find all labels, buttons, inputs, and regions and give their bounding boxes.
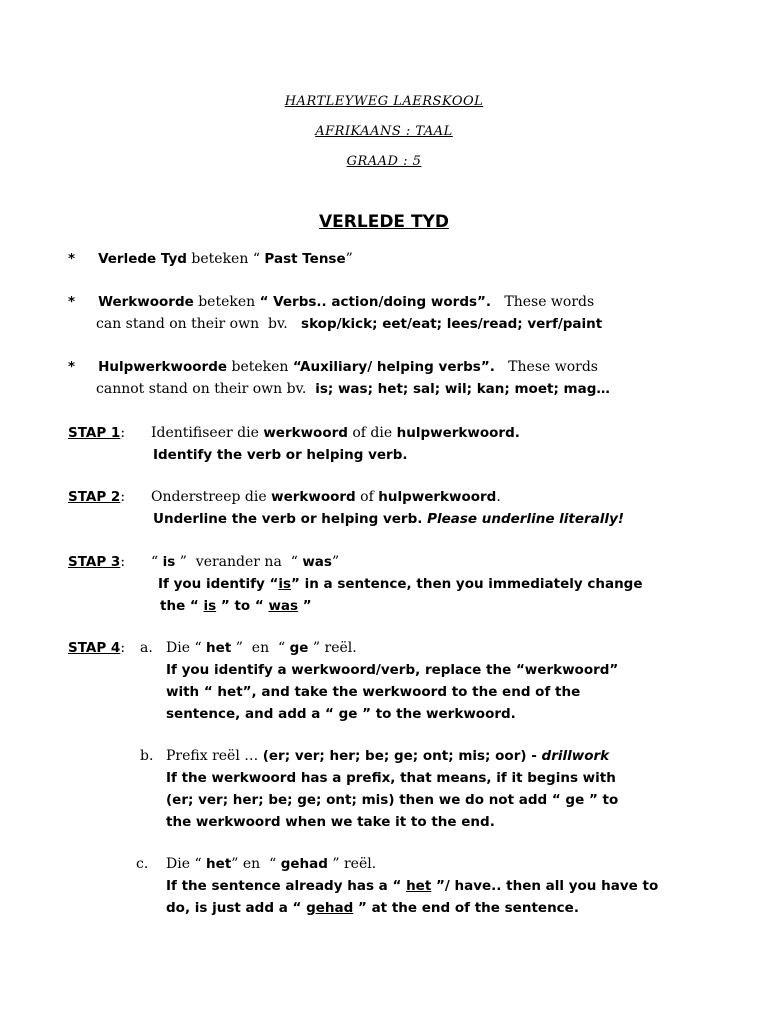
step-4a-line2: [166, 661, 618, 680]
step-instruction: If you identify “: [158, 576, 279, 592]
step-keyword: gehad: [280, 856, 328, 872]
bullet-term: Hulpwerkwoorde: [98, 359, 228, 375]
step-text: Die “: [166, 640, 207, 656]
step-colon: :: [120, 554, 126, 570]
step-instruction: sentence, and add a “ ge ” to the werkwoord.: [166, 706, 516, 722]
sub-step-marker: c.: [136, 856, 149, 872]
step-instruction: ”: [298, 598, 312, 614]
step-4c-marker: [136, 855, 148, 874]
step-instruction: the “: [160, 598, 204, 614]
bullet-line2-lead: cannot stand on their own bv.: [96, 381, 316, 397]
bullet-beteken: beteken: [193, 294, 260, 310]
bullet-meaning: “ Verbs.. action/doing words”.: [259, 294, 492, 310]
step-underlined-word: is: [278, 576, 292, 592]
step-emphasis: drillwork: [541, 748, 610, 764]
step-underlined-word: gehad: [306, 900, 354, 916]
step-instruction: do, is just add a “: [166, 900, 307, 916]
step-4c-line1: [166, 855, 376, 874]
step-text: “: [151, 554, 163, 570]
step-text: of die: [347, 425, 397, 441]
step-4a-line3: [166, 683, 580, 702]
subject-heading: AFRIKAANS : TAAL: [315, 124, 453, 139]
bullet-note: These words: [494, 359, 598, 375]
step-4b-line3: [166, 791, 618, 810]
step-underlined-word: het: [406, 878, 432, 894]
step-3-line1: [151, 553, 339, 572]
sub-step-marker: b.: [140, 748, 154, 764]
step-4a-marker: [140, 639, 153, 658]
school-name: HARTLEYWEG LAERSKOOL: [284, 94, 484, 109]
step-text: ”: [331, 554, 340, 570]
grade-heading: GRAAD : 5: [346, 154, 422, 169]
sub-step-marker: a.: [140, 640, 153, 656]
step-text: ” reël.: [327, 856, 377, 872]
step-keyword: het: [206, 856, 232, 872]
step-keyword: werkwoord: [263, 425, 348, 441]
step-4b-line4: [166, 813, 495, 832]
step-1-line1: [151, 424, 520, 443]
step-4b-line2: [166, 769, 616, 788]
step-colon: :: [120, 425, 126, 441]
step-3-line3: [160, 597, 312, 616]
step-4c-line2: [166, 877, 658, 896]
step-instruction: (er; ver; her; be; ge; ont; mis) then we do not add “ ge ” to: [166, 792, 619, 808]
bullet-meaning: Past Tense: [264, 251, 346, 267]
bullet-hulpwerkwoorde-line2: [96, 380, 610, 399]
step-colon: :: [120, 489, 126, 505]
bullet-line2-lead: can stand on their own bv.: [96, 316, 302, 332]
step-text: of: [355, 489, 379, 505]
bullet-close-quote: ”: [345, 251, 353, 267]
bullet-open-quote: “: [252, 251, 265, 267]
step-instruction: ”/ have.. then all you have to: [431, 878, 659, 894]
step-instruction: the werkwoord when we take it to the end.: [166, 814, 495, 830]
bullet-marker: *: [68, 359, 76, 375]
step-text: ” reël.: [308, 640, 357, 656]
bullet-note: These words: [491, 294, 595, 310]
bullet-examples: skop/kick; eet/eat; lees/read; verf/paint: [301, 316, 603, 332]
step-keyword: werkwoord: [271, 489, 356, 505]
step-instruction: Identify the verb or helping verb.: [153, 447, 408, 463]
step-keyword: ge: [289, 640, 309, 656]
step-label: STAP 2: [68, 489, 121, 505]
bullet-term: Werkwoorde: [98, 294, 194, 310]
step-text: ” en “: [231, 640, 290, 656]
bullet-examples: is; was; het; sal; wil; kan; moet; mag…: [315, 381, 610, 397]
step-4a-line4: [166, 705, 516, 724]
bullet-werkwoorde-line2: [96, 315, 602, 334]
step-label: STAP 1: [68, 425, 121, 441]
step-3-label: [68, 553, 125, 572]
step-keyword: het: [206, 640, 232, 656]
step-instruction: ” to “: [216, 598, 269, 614]
bullet-verlede-tyd: [68, 250, 353, 269]
step-keyword: hulpwerkwoord.: [396, 425, 520, 441]
step-4b-line1: [166, 747, 609, 766]
step-keyword: (er; ver; her; be; ge; ont; mis; oor) -: [262, 748, 542, 764]
page-title: VERLEDE TYD: [319, 212, 449, 232]
bullet-meaning: “Auxiliary/ helping verbs”.: [292, 359, 495, 375]
step-1-line2: [153, 446, 408, 465]
step-1-label: [68, 424, 125, 443]
bullet-hulpwerkwoorde: [68, 358, 598, 377]
step-emphasis: Please underline literally!: [427, 511, 625, 527]
step-instruction: If you identify a werkwoord/verb, replace the “werkwoord”: [166, 662, 619, 678]
step-4a-line1: [166, 639, 357, 658]
bullet-werkwoorde: [68, 293, 594, 312]
step-4-label: [68, 639, 125, 658]
bullet-marker: *: [68, 294, 76, 310]
step-text: Prefix reël …: [166, 748, 263, 764]
step-instruction: ” at the end of the sentence.: [353, 900, 579, 916]
step-2-line2: [153, 510, 624, 529]
step-instruction: ” in a sentence, then you immediately change: [291, 576, 643, 592]
step-4b-marker: [140, 747, 153, 766]
bullet-marker: *: [68, 251, 76, 267]
step-keyword: is: [162, 554, 176, 570]
bullet-term: Verlede Tyd: [98, 251, 187, 267]
step-3-line2: [158, 575, 643, 594]
step-2-label: [68, 488, 125, 507]
step-instruction: Underline the verb or helping verb.: [153, 511, 428, 527]
step-text: Identifiseer die: [151, 425, 264, 441]
step-keyword: was: [302, 554, 332, 570]
step-underlined-word: was: [268, 598, 299, 614]
step-label: STAP 3: [68, 554, 121, 570]
bullet-beteken: beteken: [186, 251, 253, 267]
step-text: .: [496, 489, 501, 505]
step-text: ” verander na “: [175, 554, 303, 570]
step-keyword: hulpwerkwoord: [378, 489, 497, 505]
step-text: Die “: [166, 856, 207, 872]
step-instruction: with “ het”, and take the werkwoord to the end of the: [166, 684, 581, 700]
bullet-beteken: beteken: [227, 359, 293, 375]
step-2-line1: [151, 488, 501, 507]
step-instruction: If the sentence already has a “: [166, 878, 407, 894]
step-underlined-word: is: [203, 598, 217, 614]
step-instruction: If the werkwoord has a prefix, that means, if it begins with: [166, 770, 616, 786]
step-4c-line3: [166, 899, 579, 918]
step-text: Onderstreep die: [151, 489, 272, 505]
step-text: ” en “: [231, 856, 281, 872]
step-label: STAP 4: [68, 640, 121, 656]
step-colon: :: [120, 640, 126, 656]
